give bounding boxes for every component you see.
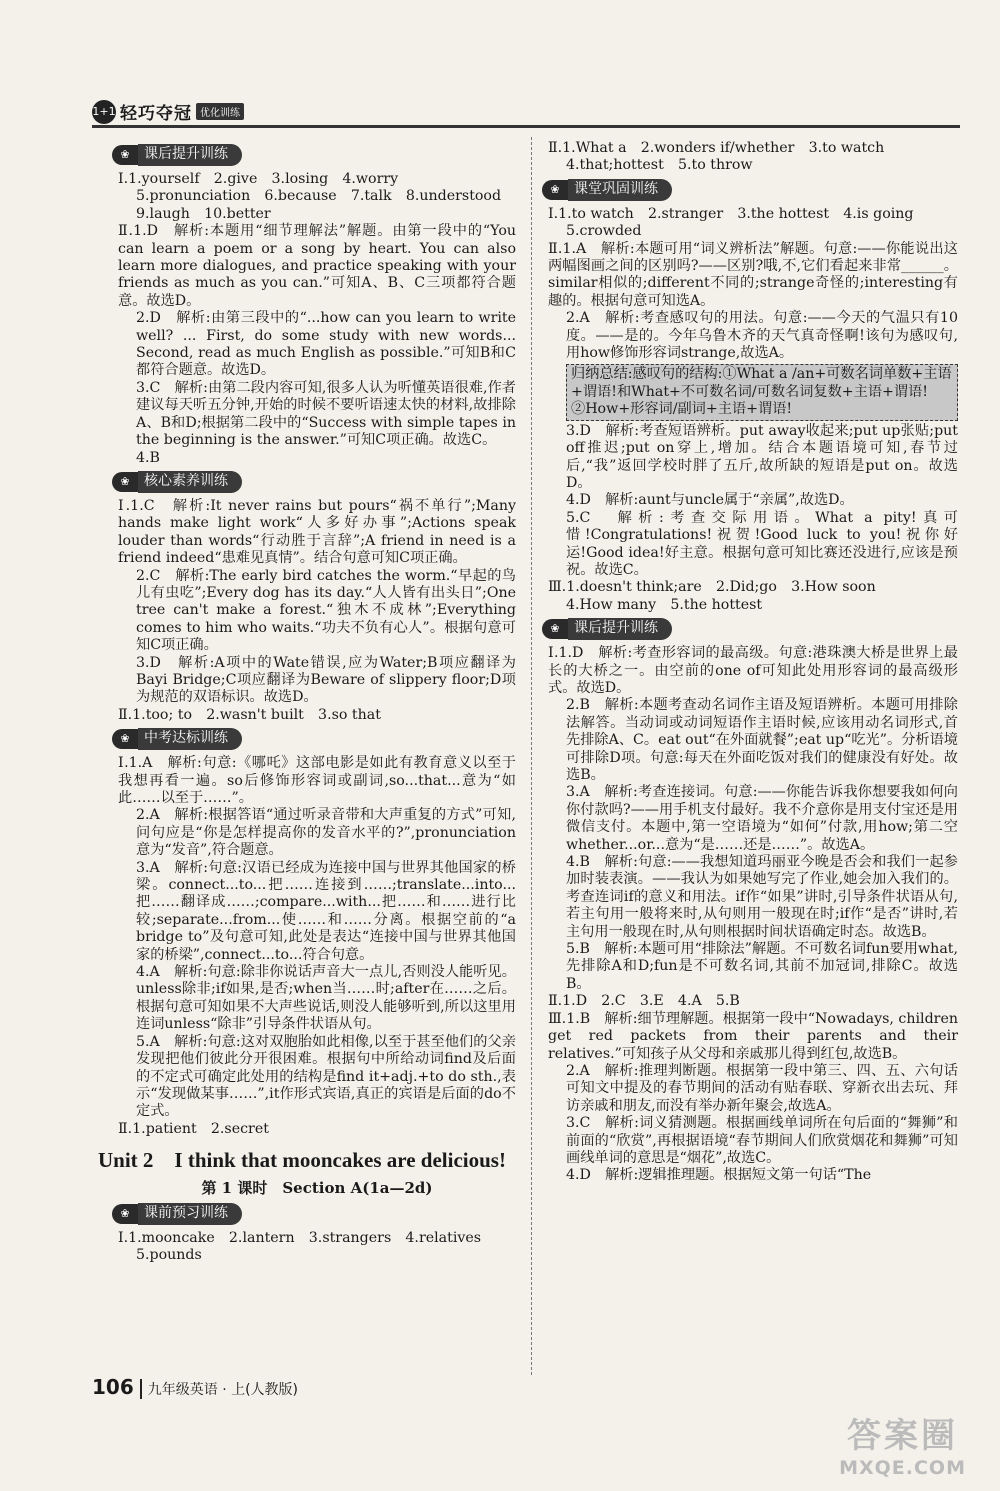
answer-item: Ⅱ.1.D 解析:本题用“细节理解法”解题。由第一段中的“You can learn a poem or a song by heart. You can also learn more dialogues, and practice speaking with your friends as much as you can.”可知A、B、C三项都符合题意。故选D。 xyxy=(118,223,516,309)
answer-line: Ⅰ.1.yourself 2.give 3.losing 4.worry xyxy=(118,171,399,187)
answer-line: 5.pounds xyxy=(136,1247,202,1264)
answer-line: 9.laugh 10.better xyxy=(136,205,271,222)
answer-item: 2.A 解析:考查感叹句的用法。句意:——今天的气温只有10度。——是的。今年乌鲁木齐的天气真奇怪啊!该句为感叹句,用how修饰形容词strange,故选A。 xyxy=(566,310,958,362)
header-rule xyxy=(92,125,960,128)
section-header xyxy=(542,616,958,642)
section-title: 课后提升训练 xyxy=(568,618,672,639)
section-title: 课前预习训练 xyxy=(138,1203,242,1224)
section-header xyxy=(112,726,516,752)
summary-label: 归纳总结: xyxy=(571,366,633,383)
section-title: 中考达标训练 xyxy=(138,728,242,749)
answer-line: 5.pronunciation 6.because 7.talk 8.understood xyxy=(136,188,502,205)
brand-mark-icon: 1+1 xyxy=(92,100,116,124)
answer-item: 2.A 解析:根据答语“通过听录音带和大声重复的方式”可知,问句应是“你是怎样提高你的发音水平的?”,pronunciation意为“发音”,符合题意。 xyxy=(136,807,516,859)
watermark xyxy=(839,1408,966,1479)
answer-item: 5.B 解析:本题可用“排除法”解题。不可数名词fun要用what,先排除A和D;fun是不可数名词,其前不加冠词,排除C。故选B。 xyxy=(566,941,958,992)
answer-item: 3.C 解析:词义猜测题。根据画线单词所在句后面的“舞狮”和前面的“欣赏”,再根据语境“春节期间人们欣赏烟花和舞狮”可知画线单词的意思是“烟花”,故选C。 xyxy=(566,1115,958,1166)
left-column xyxy=(98,140,516,1265)
answer-line: 4.How many 5.the hottest xyxy=(566,596,763,613)
brand-name: 轻巧夺冠 xyxy=(120,104,192,124)
answer-item: 3.A 解析:句意:汉语已经成为连接中国与世界其他国家的桥梁。connect...to...把……连接到……;translate...into...把……翻译成……;compare...with...把……和……进行比较;separate...from...使……和……分离。根据空前的“a bridge to”及句意可知,此处是表达“连接中国与世界其他国家的桥梁”,connect...to...符合句意。 xyxy=(136,859,516,963)
section-title: 核心素养训练 xyxy=(138,471,242,492)
answer-line: Ⅱ.1.patient 2.secret xyxy=(118,1120,269,1137)
answer-line: Ⅱ.1.D 2.C 3.E 4.A 5.B xyxy=(548,993,740,1010)
answer-line: Ⅱ.1.What a 2.wonders if/whether 3.to watch xyxy=(548,140,885,156)
summary-text: 感叹句的结构:①What a /an+可数名词单数+主语+谓语!和What+不可数名词/可数名词复数+主语+谓语!②How+形容词/副词+主语+谓语! xyxy=(571,366,952,418)
section-header xyxy=(112,1201,516,1227)
section-flower-icon: ❀ xyxy=(542,619,568,639)
summary-box xyxy=(566,364,958,420)
page-number: 106 xyxy=(92,1375,134,1399)
section-header xyxy=(112,469,516,495)
watermark-logo: 答案圈 xyxy=(847,1416,959,1456)
brand-subtitle: 优化训练 xyxy=(196,103,244,120)
answer-item: 2.C 解析:The early bird catches the worm.“早起的鸟儿有虫吃”;Every dog has its day.“人人皆有出头日”;One tree can't make a forest.“独木不成林”;Everything comes to him who waits.“功夫不负有心人”。根据句意可知C项正确。 xyxy=(136,567,516,654)
unit-title: Unit 2 I think that mooncakes are delicious! xyxy=(98,1148,506,1173)
answer-item: Ⅰ.1.D 解析:考查形容词的最高级。句意:港珠澳大桥是世界上最长的大桥之一。由空前的one of可知此处用形容词的最高级形式。故选D。 xyxy=(548,645,958,696)
brand-logo xyxy=(92,99,244,124)
answer-line: Ⅰ.1.to watch 2.stranger 3.the hottest 4.is going xyxy=(548,205,914,222)
section-title: 课后提升训练 xyxy=(138,144,242,165)
answer-item: 4.D 解析:aunt与uncle属于“亲属”,故选D。 xyxy=(566,492,854,509)
answer-item: 2.B 解析:本题考查动名词作主语及短语辨析。本题可用排除法解答。当动词或动词短语作主语时候,应该用动名词形式,首先排除A、C。eat out“在外面就餐”;eat up“吃光”。分析语境可排除D项。句意:每天在外面吃饭对我们的健康没有好处。故选B。 xyxy=(566,697,958,783)
section-title: 课堂巩固训练 xyxy=(568,179,672,200)
answer-item: 2.D 解析:由第三段中的“...how can you learn to write well? ... First, do some study with new words... Second, read as much English as possible.”可知B和C都符合题意。故选D。 xyxy=(136,310,516,379)
page-footer xyxy=(92,1375,298,1399)
answer-line: Ⅱ.1.too; to 2.wasn't built 3.so that xyxy=(118,706,381,723)
answer-item: 2.A 解析:推理判断题。根据第一段中第三、四、五、六句话可知文中提及的春节期间的活动有贴春联、穿新衣出去玩、拜访亲戚和朋友,而没有举办新年聚会,故选A。 xyxy=(566,1062,958,1114)
answer-item: 5.C 解析:考查交际用语。What a pity!真可惜!Congratulations!祝贺!Good luck to you!祝你好运!Good idea!好主意。根据句意可知比赛还没进行,应该是预祝。故选C。 xyxy=(566,509,958,578)
lesson-title: 第 1 课时 Section A(1a—2d) xyxy=(201,1178,433,1197)
answer-item: 4.A 解析:句意:除非你说话声音大一点儿,否则没人能听见。unless除非;if如果,是否;when当……时;after在……之后。根据句意可知如果不大声些说话,则没人能够听到,所以这里用连词unless“除非”引导条件状语从句。 xyxy=(136,964,516,1033)
right-column xyxy=(548,140,958,1185)
column-divider xyxy=(531,137,532,1375)
watermark-url: MXQE.COM xyxy=(839,1457,966,1479)
answer-item: 4.B xyxy=(136,449,160,466)
answer-line: Ⅰ.1.mooncake 2.lantern 3.strangers 4.relatives xyxy=(118,1229,482,1246)
answer-item: Ⅰ.1.A 解析:句意:《哪吒》这部电影是如此有教育意义以至于我想再看一遍。so后修饰形容词或副词,so...that...意为“如此……以至于……”。 xyxy=(118,755,516,806)
answer-item: 3.C 解析:由第二段内容可知,很多人认为听懂英语很难,作者建议每天听五分钟,开始的时候不要听语速太快的材料,故排除A、B和D;根据第二段中的“Success with simple tapes in the beginning is the answer.”可知C项正确。故选C。 xyxy=(136,379,516,449)
section-flower-icon: ❀ xyxy=(112,145,138,165)
answer-item: 3.D 解析:考查短语辨析。put away收起来;put up张贴;put off推迟;put on穿上,增加。结合本题语境可知,春节过后,“我”返回学校时胖了五斤,故所缺的短语是put on。故选D。 xyxy=(566,422,958,491)
section-header xyxy=(542,177,958,203)
answer-item: 5.A 解析:句意:这对双胞胎如此相像,以至于甚至他们的父亲发现把他们彼此分开很困难。根据句中所给动词find及后面的不定式可确定此处用的结构是find it+adj.+to do sth.,表示“发现做某事……”,it作形式宾语,真正的宾语是后面的do不定式。 xyxy=(136,1033,516,1120)
answer-item: 3.A 解析:考查连接词。句意:——你能告诉我你想要我如何向你付款吗?——用手机支付最好。我不介意你是用支付宝还是用微信支付。本题中,第一空语境为“如何”付款,用how;第二空whether...or...意为“是……还是……”。故选A。 xyxy=(566,784,958,853)
answer-item: 4.D 解析:逻辑推理题。根据短文第一句话“The xyxy=(566,1167,872,1184)
section-header xyxy=(112,142,516,168)
answer-item: Ⅱ.1.A 解析:本题可用“词义辨析法”解题。句意:——你能说出这两幅图画之间的区别吗?——区别?哦,不,它们看起来非常______。similar相似的;different不同的;strange奇怪的;interesting有趣的。根据句意可知选A。 xyxy=(548,240,958,309)
answer-item: 4.B 解析:句意:——我想知道玛丽亚今晚是否会和我们一起参加时装表演。——我认为如果她写完了作业,她会加入我们的。考查连词if的意义和用法。if作“如果”讲时,引导条件状语从句,若主句用一般将来时,从句则用一般现在时;if作“是否”讲时,若主句用一般现在时,从句则根据时间状语确定时态。故选B。 xyxy=(566,854,958,940)
answer-item: 3.D 解析:A项中的Wate错误,应为Water;B项应翻译为Bayi Bridge;C项应翻译为Beware of slippery floor;D项为规范的双语标识。故选D。 xyxy=(136,654,516,706)
answer-line: 4.that;hottest 5.to throw xyxy=(566,157,753,174)
answer-item: Ⅰ.1.C 解析:It never rains but pours“祸不单行”;Many hands make light work“人多好办事”;Actions speak louder than words“行动胜于言辞”;A friend in need is a friend indeed“患难见真情”。结合句意可知C项正确。 xyxy=(118,497,516,567)
section-flower-icon: ❀ xyxy=(112,729,138,749)
answer-line: Ⅲ.1.doesn't think;are 2.Did;go 3.How soon xyxy=(548,579,876,596)
section-flower-icon: ❀ xyxy=(112,472,138,492)
section-flower-icon: ❀ xyxy=(112,1204,138,1224)
answer-item: Ⅲ.1.B 解析:细节理解题。根据第一段中“Nowadays, children get red packets from their parents and their relatives.”可知孩子从父母和亲戚那儿得到红包,故选B。 xyxy=(548,1010,958,1062)
book-title: 九年级英语 · 上(人教版) xyxy=(140,1379,298,1399)
answer-line: 5.crowded xyxy=(566,223,642,240)
section-flower-icon: ❀ xyxy=(542,180,568,200)
